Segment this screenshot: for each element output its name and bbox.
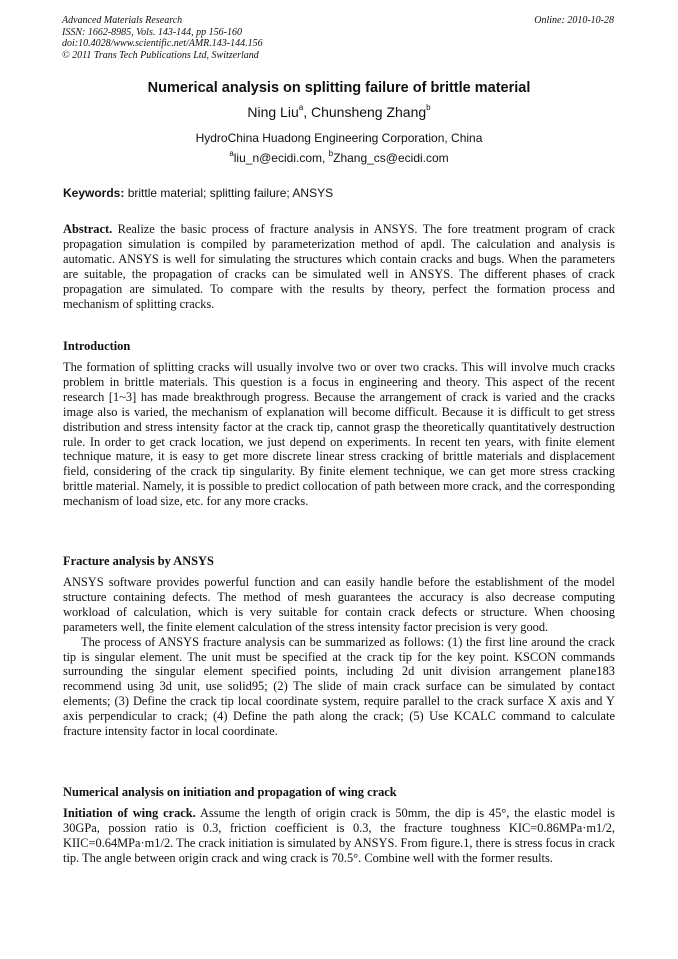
abstract-label: Abstract. xyxy=(63,222,113,236)
section-heading-introduction: Introduction xyxy=(63,339,131,353)
online-date: Online: 2010-10-28 xyxy=(534,15,614,26)
doi-line: doi:10.4028/www.scientific.net/AMR.143-144.156 xyxy=(62,38,263,49)
email-separator: , xyxy=(321,151,329,165)
running-header xyxy=(62,15,614,61)
numerical-text: Assume the length of origin crack is 50mm, the dip is 45°, the elastic model is 30GPa, possion ratio is 0.3, friction coefficient is 0.3, the fracture toughness KIC=0.86MPa·m1/2, KIIC=0.64MPa·m1/2. The crack initiation is simulated by ANSYS. From figure.1, there is stress focus in crack tip. The angle between origin crack and wing crack is 70.5°. Combine well with the former results. xyxy=(63,806,615,865)
copyright-line: © 2011 Trans Tech Publications Ltd, Switzerland xyxy=(62,49,259,61)
numerical-analysis-paragraph xyxy=(63,806,615,866)
section-heading-numerical-analysis: Numerical analysis on initiation and propagation of wing crack xyxy=(63,785,397,799)
email-address: Zhang_cs@ecidi.com xyxy=(333,151,449,165)
author-affiliation-mark: b xyxy=(426,103,431,113)
abstract xyxy=(63,222,615,311)
journal-name: Advanced Materials Research xyxy=(62,15,183,26)
section-heading-fracture-analysis: Fracture analysis by ANSYS xyxy=(63,554,214,568)
issn-line: ISSN: 1662-8985, Vols. 143-144, pp 156-160 xyxy=(62,26,242,38)
author-affiliation-mark: a xyxy=(298,103,304,113)
introduction-text: The formation of splitting cracks will usually involve two or over two cracks. This will involve much cracks problem in brittle materials. This question is a focus in engineering and theory. This aspect of the recent research [1~3] has made breakthrough progress. Because the arrangement of crack is varied and the cracks image also is varied, the mechanism of explanation will become difficult. Because it is difficult to get stress distribution and stress intensity factor at the crack tip, cannot grasp the theoretically quantitatively destruction rule. In order to get crack location, we just depend on experiments. In recent ten years, with finite element technique mature, it is easy to get more discrete linear stress cracking of brittle materials and displacement field, considering of the crack tip singularity. By finite element technique, we can get more stress cracking brittle material. Namely, it is possible to predict collocation of path between more crack, and the corresponding mechanism of load size, etc. for any more cracks. xyxy=(63,360,615,509)
fracture-paragraph-1: ANSYS software provides powerful function and can easily handle before the establishment of the model structure containing defects. The method of mesh guarantees the accuracy is also decrease computing workload of calculation, which is very suitable for contain crack defects or structure. When choosing parameters well, the finite element calculation of the stress intensity factor precision is very good. xyxy=(63,575,615,634)
keywords-label: Keywords: xyxy=(63,186,125,200)
paper-title: Numerical analysis on splitting failure of brittle material xyxy=(147,80,531,96)
introduction-paragraph xyxy=(63,360,615,509)
email-mark: a xyxy=(229,149,234,158)
email-address: liu_n@ecidi.com xyxy=(233,151,322,165)
author-name: Chunsheng Zhang xyxy=(310,104,427,120)
author-name: Ning Liu xyxy=(247,104,299,120)
keywords-text: brittle material; splitting failure; ANSYS xyxy=(124,186,334,200)
fracture-paragraph-2: The process of ANSYS fracture analysis can be summarized as follows: (1) the first line around the crack tip is singular element. The unit must be specified at the crack tip for the key point. KSCON commands surrounding the singular element specified points, including 2d unit division arrangement plane183 recommend using 3d unit, use solid95; (2) The slide of main crack surface can be simulated by contact elements; (3) Define the crack tip local coordinate system, require parallel to the crack surface X axis and Y axis perpendicular to crack; (4) Define the path along the crack; (5) Use KCALC command to calculate fracture intensity factor in local coordinate. xyxy=(63,634,615,739)
keywords xyxy=(63,186,615,200)
fracture-analysis-body xyxy=(63,575,615,739)
email-mark: b xyxy=(328,149,334,158)
author-line xyxy=(40,104,638,120)
affiliation: HydroChina Huadong Engineering Corporation, China xyxy=(195,131,483,145)
abstract-text: Realize the basic process of fracture analysis in ANSYS. The fore treatment program of crack propagation simulation is compiled by parameterization method of apdl. The calculation and analysis is automatic. ANSYS is well for simulating the structures which contain cracks and bugs. When the parameters are suitable, the propagation of cracks can be simulated well in ANSYS. The different phases of crack propagation are simulated. To compare with the results by theory, perfect the formation process and mechanism of splitting cracks. xyxy=(63,222,615,311)
subsection-label: Initiation of wing crack. xyxy=(63,806,196,820)
email-line xyxy=(40,151,638,165)
author-separator: , xyxy=(303,104,311,120)
